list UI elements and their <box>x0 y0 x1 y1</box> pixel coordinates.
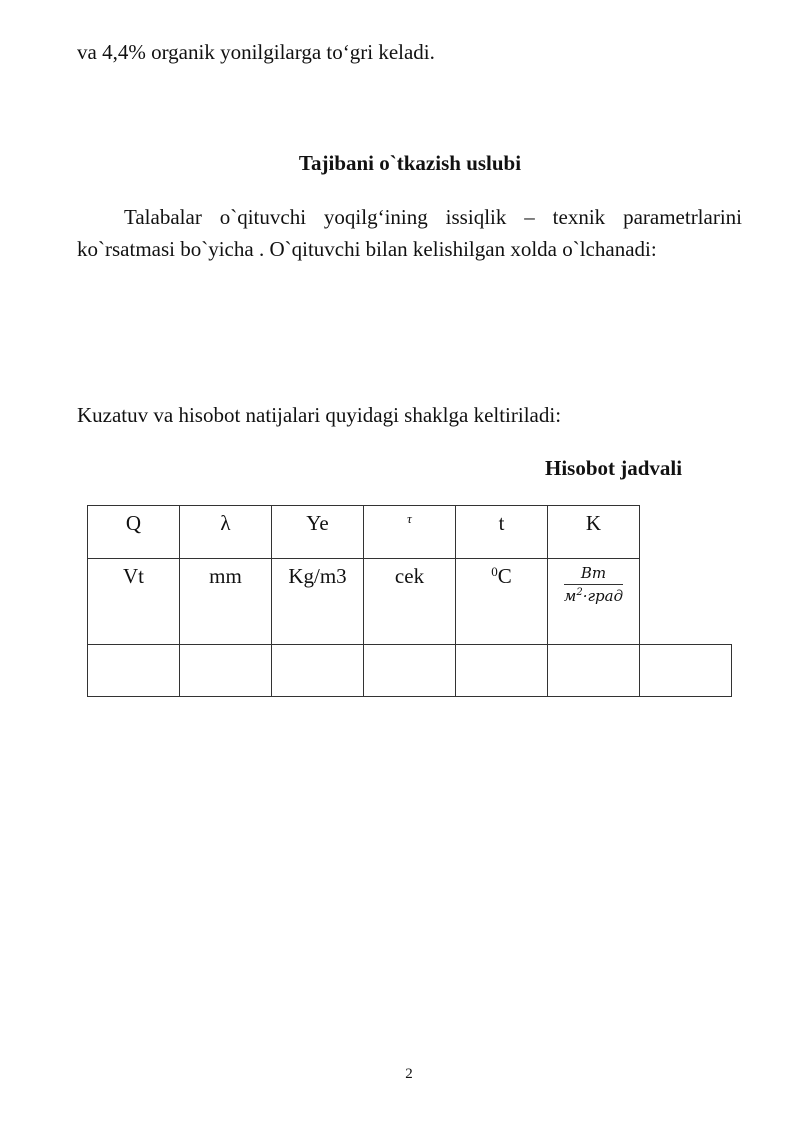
header-cell-lambda: λ <box>179 505 272 559</box>
header-cell-ye: Ye <box>271 505 364 559</box>
data-cell <box>639 644 732 697</box>
table-title: Hisobot jadvali <box>545 456 683 480</box>
section-heading: Tajibani o`tkazish uslubi <box>298 151 522 175</box>
data-cell <box>547 644 640 697</box>
data-cell <box>455 644 548 697</box>
unit-cell-mm: mm <box>179 558 272 645</box>
paragraph: Talabalar o`qituvchi yoqilg‘ining issiqlik – texnik parametrlarini ko`rsatmasi bo`yicha . O`qituvchi bilan kelishilgan xolda o`lchanadi: <box>77 205 742 261</box>
page-number: 2 <box>405 1066 413 1082</box>
unit-cell-kgm3: Kg/m3 <box>271 558 364 645</box>
paragraph-2: Kuzatuv va hisobot natijalari quyidagi shaklga keltiriladi: <box>77 403 562 427</box>
k-unit-fraction: $\frac{Вт}{м^2\cdot град}$ <box>563 564 624 605</box>
unit-cell-k <box>547 558 640 645</box>
data-cell <box>271 644 364 697</box>
header-cell-tau: τ <box>363 505 456 559</box>
header-cell-k: K <box>547 505 640 559</box>
data-cell <box>87 644 180 697</box>
unit-cell-cek: cek <box>363 558 456 645</box>
data-cell <box>363 644 456 697</box>
unit-cell-vt: Vt <box>87 558 180 645</box>
header-cell-t: t <box>455 505 548 559</box>
intro-line: va 4,4% organik yonilgilarga to‘gri keladi. <box>77 40 435 64</box>
unit-cell-celsius: $^0$C <box>455 558 548 645</box>
data-cell <box>179 644 272 697</box>
header-cell-q: Q <box>87 505 180 559</box>
